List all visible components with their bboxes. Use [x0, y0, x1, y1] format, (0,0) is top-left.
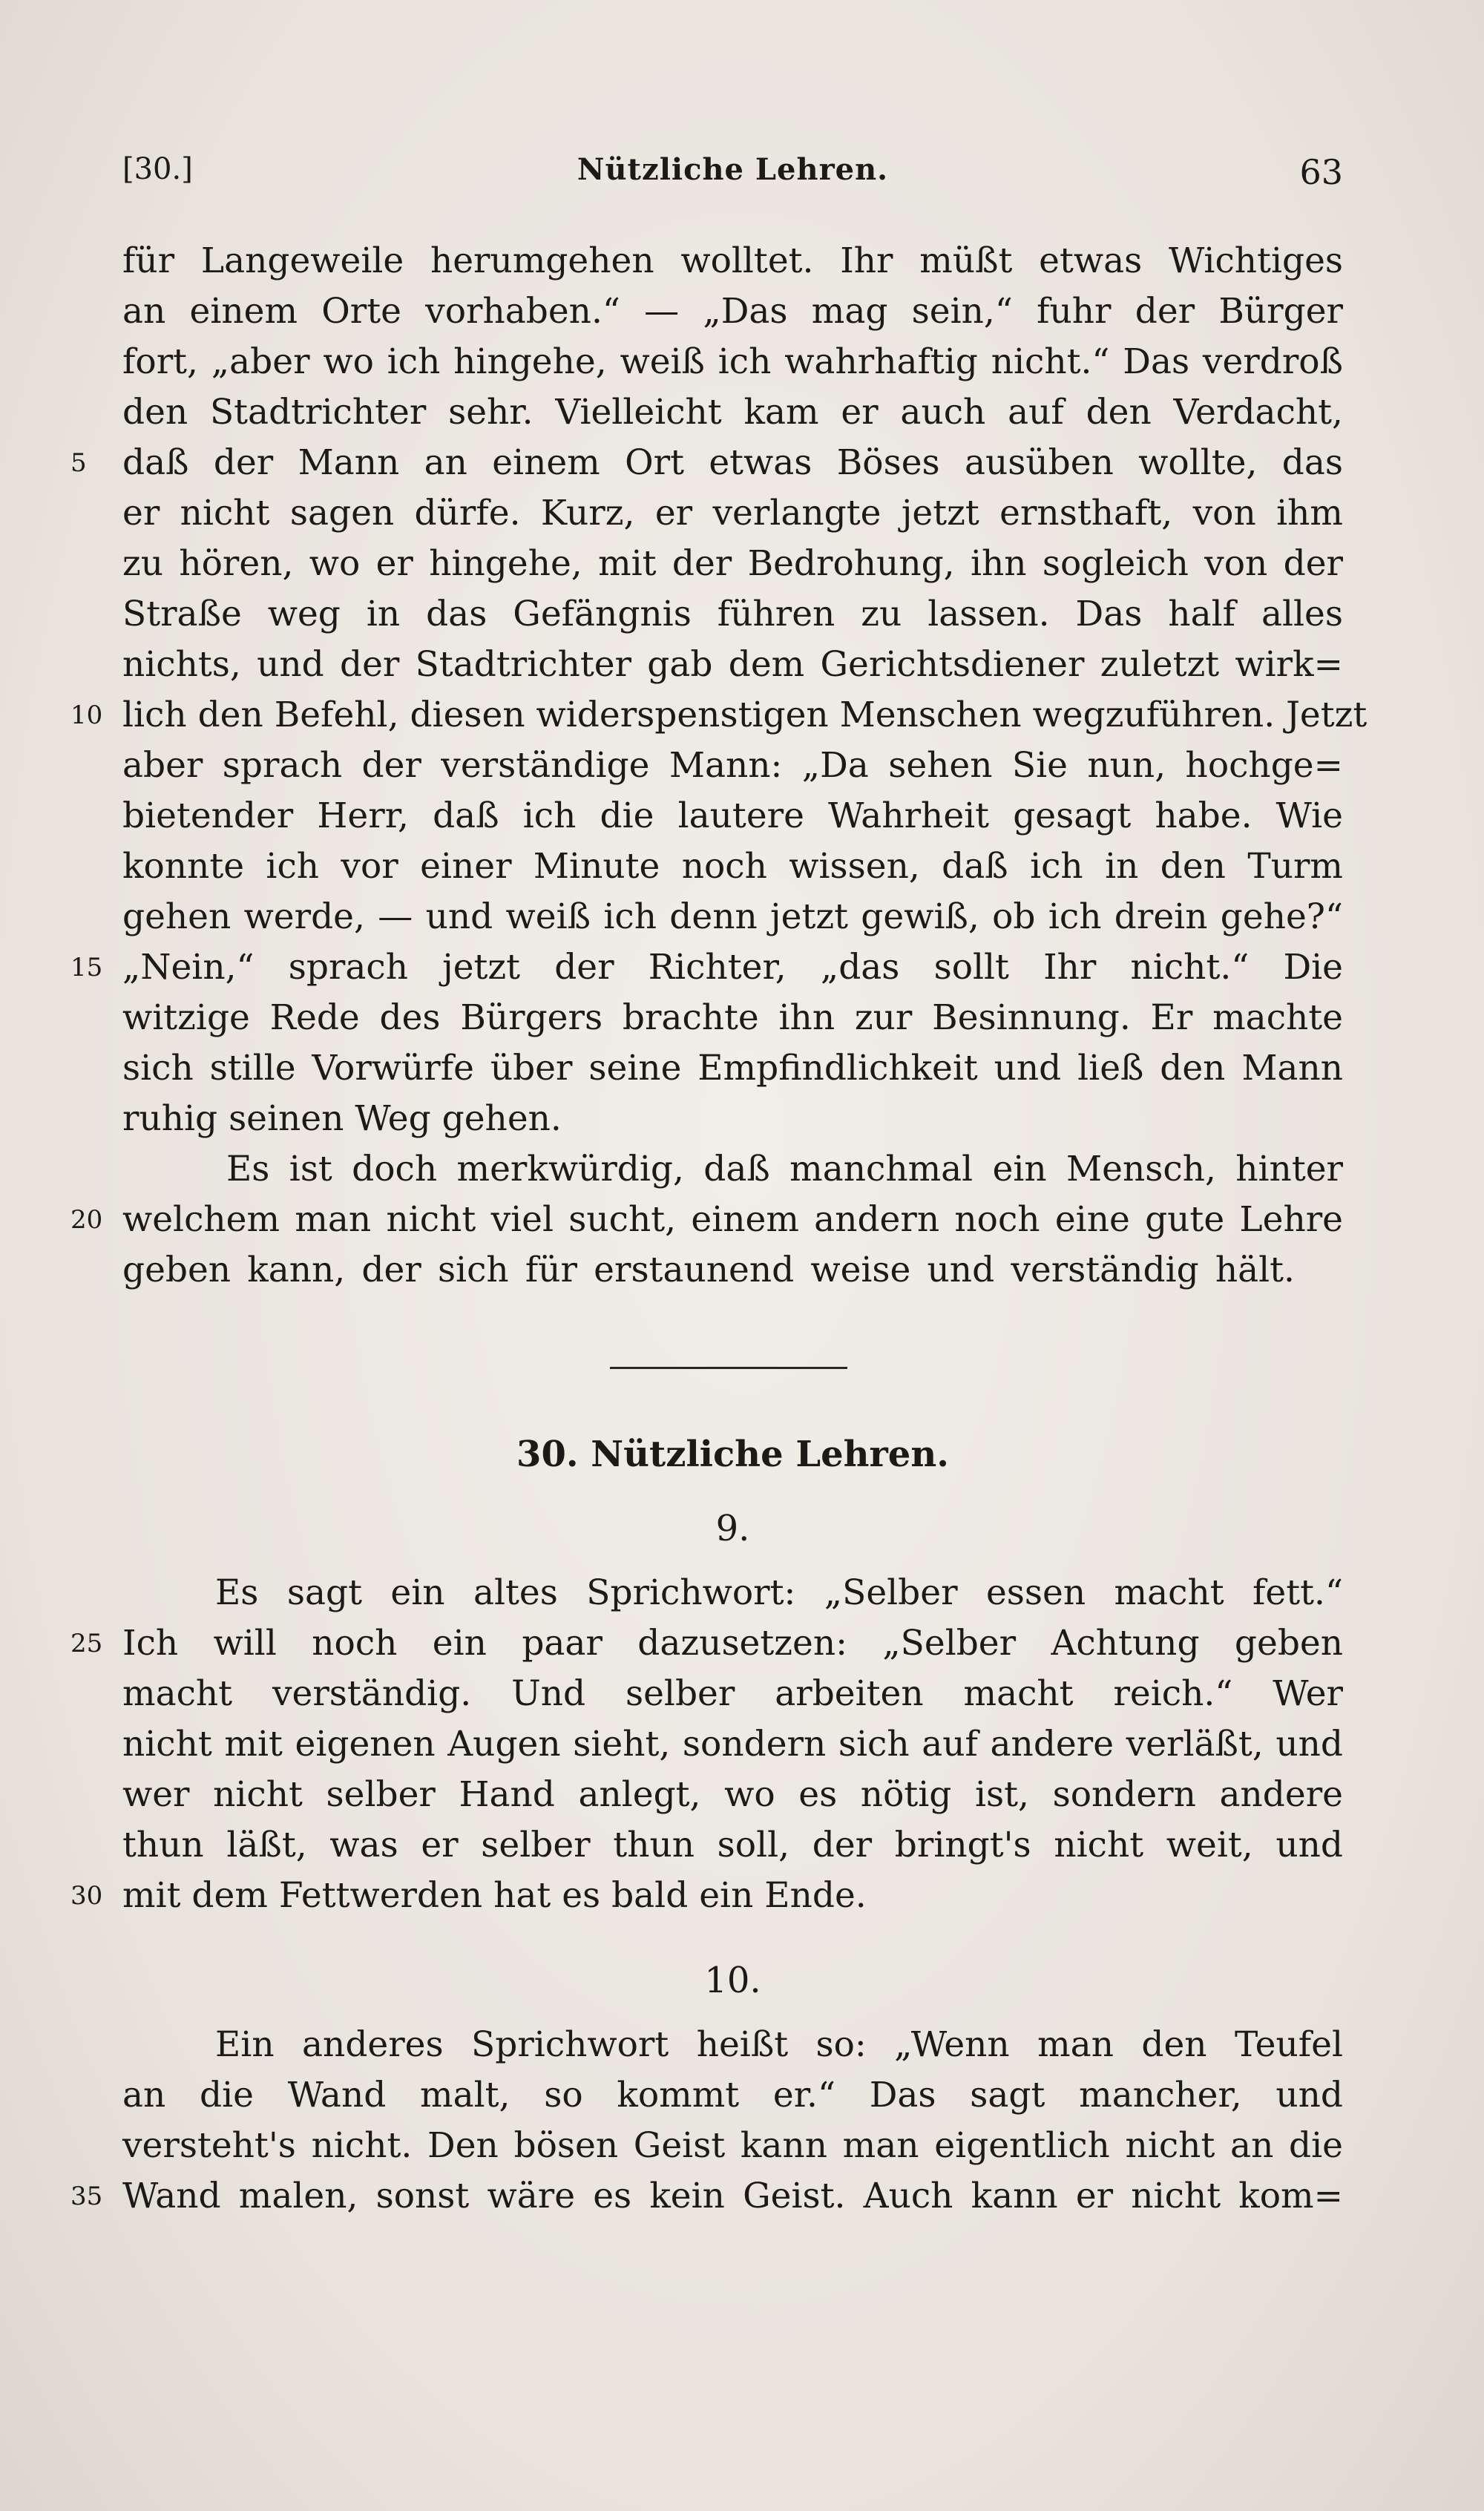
text-line: „Nein,“ sprach jetzt der Richter, „das sollt Ihr nicht.“ Die — [122, 947, 1343, 988]
section-title: 30. Nützliche Lehren. — [516, 1434, 949, 1475]
subsection-number: 9. — [715, 1508, 750, 1549]
text-line: nicht mit eigenen Augen sieht, sondern sich auf andere verläßt, und — [122, 1724, 1343, 1765]
header-section-number: [30.] — [122, 152, 193, 186]
text-line: mit dem Fettwerden hat es bald ein Ende. — [122, 1875, 867, 1916]
text-line: wer nicht selber Hand anlegt, wo es nötig ist, sondern andere — [122, 1774, 1343, 1815]
line-number: 25 — [70, 1629, 103, 1658]
line-number: 5 — [70, 448, 87, 478]
text-line: nichts, und der Stadtrichter gab dem Gerichtsdiener zuletzt wirk= — [122, 644, 1343, 685]
line-number: 10 — [70, 700, 103, 730]
text-line: Es sagt ein altes Sprichwort: „Selber essen macht fett.“ — [215, 1572, 1343, 1613]
text-line: aber sprach der verständige Mann: „Da sehen Sie nun, hochge= — [122, 745, 1343, 786]
text-line: geben kann, der sich für erstaunend weise und verständig hält. — [122, 1250, 1295, 1290]
text-line: konnte ich vor einer Minute noch wissen, daß ich in den Turm — [122, 846, 1343, 887]
text-line: an einem Orte vorhaben.“ — „Das mag sein,“ fuhr der Bürger — [122, 291, 1343, 332]
line-number: 30 — [70, 1881, 103, 1911]
text-line: Es ist doch merkwürdig, daß manchmal ein Mensch, hinter — [226, 1149, 1343, 1189]
page-header — [122, 152, 1343, 204]
text-line: an die Wand malt, so kommt er.“ Das sagt mancher, und — [122, 2075, 1343, 2116]
line-number: 15 — [70, 953, 103, 982]
page-number: 63 — [1299, 152, 1343, 192]
subsection-number: 10. — [704, 1960, 761, 2001]
text-line: fort, „aber wo ich hingehe, weiß ich wahrhaftig nicht.“ Das verdroß — [122, 341, 1343, 382]
text-line: witzige Rede des Bürgers brachte ihn zur Besinnung. Er machte — [122, 997, 1343, 1038]
text-line: ruhig seinen Weg gehen. — [122, 1098, 562, 1139]
text-line: gehen werde, — und weiß ich denn jetzt gewiß, ob ich drein gehe?“ — [122, 896, 1343, 937]
text-line: thun läßt, was er selber thun soll, der bringt's nicht weit, und — [122, 1825, 1343, 1865]
running-title: Nützliche Lehren. — [577, 152, 889, 187]
line-number: 20 — [70, 1205, 103, 1235]
section-divider — [610, 1367, 847, 1369]
text-line: macht verständig. Und selber arbeiten macht reich.“ Wer — [122, 1673, 1343, 1714]
text-line: für Langeweile herumgehen wolltet. Ihr müßt etwas Wichtiges — [122, 240, 1343, 281]
text-line: den Stadtrichter sehr. Vielleicht kam er auch auf den Verdacht, — [122, 392, 1343, 433]
text-line: Ich will noch ein paar dazusetzen: „Selber Achtung geben — [122, 1623, 1343, 1664]
text-line: sich stille Vorwürfe über seine Empfindlichkeit und ließ den Mann — [122, 1048, 1343, 1089]
text-line: zu hören, wo er hingehe, mit der Bedrohung, ihn sogleich von der — [122, 543, 1343, 584]
text-line: Straße weg in das Gefängnis führen zu lassen. Das half alles — [122, 594, 1343, 634]
text-line: lich den Befehl, diesen widerspenstigen Menschen wegzuführen. Jetzt — [122, 695, 1368, 735]
text-line: er nicht sagen dürfe. Kurz, er verlangte jetzt ernsthaft, von ihm — [122, 493, 1343, 534]
text-line: daß der Mann an einem Ort etwas Böses ausüben wollte, das — [122, 442, 1343, 483]
text-line: Ein anderes Sprichwort heißt so: „Wenn man den Teufel — [215, 2024, 1343, 2065]
line-number: 35 — [70, 2182, 103, 2211]
text-line: bietender Herr, daß ich die lautere Wahrheit gesagt habe. Wie — [122, 795, 1343, 836]
text-line: versteht's nicht. Den bösen Geist kann man eigentlich nicht an die — [122, 2125, 1343, 2166]
text-line: Wand malen, sonst wäre es kein Geist. Auch kann er nicht kom= — [122, 2176, 1343, 2216]
text-line: welchem man nicht viel sucht, einem andern noch eine gute Lehre — [122, 1199, 1343, 1240]
